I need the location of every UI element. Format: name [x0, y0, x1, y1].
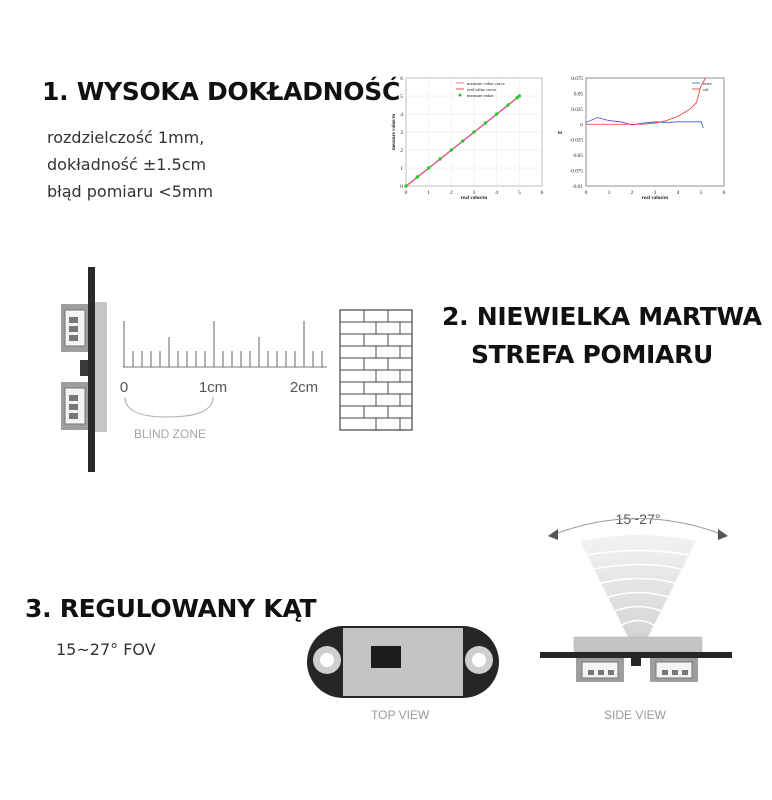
fov-cone — [580, 535, 696, 637]
side-view-label: SIDE VIEW — [604, 708, 667, 722]
measure-value-point — [495, 112, 498, 115]
x-tick-label: 0 — [404, 190, 408, 196]
side-view-board — [540, 652, 732, 658]
fov-text: 15~27° FOV — [56, 640, 156, 659]
side-connector-right — [650, 658, 698, 682]
top-view-diagram — [303, 622, 503, 702]
blind-zone-arc — [125, 397, 213, 417]
legend-measure-points: measure value — [467, 93, 494, 98]
legend-measure-points-swatch — [459, 94, 462, 97]
accuracy-chart-xlabel: real value/m — [460, 196, 488, 201]
y-tick-label: 5 — [400, 94, 403, 100]
ruler — [123, 321, 327, 367]
x-tick-label: 0 — [584, 190, 588, 196]
y-tick-label: -0.05 — [572, 153, 583, 160]
y-tick-label: 0.05 — [573, 91, 583, 98]
measure-value-point — [427, 166, 430, 169]
section1-title: 1. WYSOKA DOKŁADNOŚĆ — [42, 77, 401, 106]
x-tick-label: 6 — [540, 190, 544, 196]
x-tick-label: 4 — [676, 190, 680, 196]
blind-zone-label: BLIND ZONE — [133, 427, 207, 441]
sensor-chip — [80, 360, 88, 376]
spec-accuracy: dokładność ±1.5cm — [47, 155, 207, 174]
measure-value-point — [450, 148, 453, 151]
ruler-label-2cm: 2cm — [289, 379, 319, 396]
connector-top — [61, 304, 88, 352]
accuracy-chart-ylabel: measure value/m — [392, 113, 397, 151]
top-view-sensor-window — [371, 646, 401, 668]
measure-value-point — [404, 184, 407, 187]
legend-error: error — [703, 81, 712, 86]
section2-title-line2: STREFA POMIARU — [470, 340, 714, 369]
fov-angle-label: 15~27° — [615, 511, 661, 527]
fov-arrow-right-icon — [718, 529, 728, 540]
error-chart-ylabel: m — [557, 131, 563, 136]
ruler-label-0: 0 — [119, 379, 129, 396]
ruler-label-1cm: 1cm — [198, 379, 228, 396]
measure-value-point — [416, 175, 419, 178]
accuracy-chart — [370, 72, 550, 206]
side-connector-left — [576, 658, 624, 682]
connector-bottom — [61, 382, 88, 430]
y-tick-label: 1 — [400, 166, 403, 172]
fov-arrow-left-icon — [548, 529, 558, 540]
y-tick-label: -0.075 — [569, 168, 583, 175]
legend-std: std — [703, 87, 709, 92]
x-tick-label: 3 — [653, 190, 657, 196]
section2-title-line1: 2. NIEWIELKA MARTWA — [442, 302, 762, 331]
y-tick-label: 6 — [400, 76, 403, 82]
top-view-label: TOP VIEW — [371, 708, 430, 722]
error-chart — [552, 72, 732, 206]
x-tick-label: 2 — [630, 190, 634, 196]
y-tick-label: -0.01 — [572, 184, 583, 190]
y-tick-label: 0.075 — [571, 76, 583, 82]
x-tick-label: 1 — [427, 190, 431, 196]
spec-resolution: rozdzielczość 1mm, — [47, 128, 205, 147]
measure-value-point — [461, 139, 464, 142]
x-tick-label: 1 — [607, 190, 611, 196]
y-tick-label: 0.025 — [571, 106, 583, 113]
measure-value-point — [506, 103, 509, 106]
side-view-sensor — [574, 637, 702, 652]
y-tick-label: 2 — [400, 148, 403, 154]
measure-value-point — [438, 157, 441, 160]
blind-zone-diagram — [55, 262, 425, 477]
x-tick-label: 6 — [722, 190, 726, 196]
spec-error: błąd pomiaru <5mm — [47, 182, 214, 201]
measure-value-point — [472, 130, 475, 133]
section1-text — [47, 124, 213, 205]
legend-real-curve: real value curve — [467, 87, 497, 92]
measure-value-point — [484, 121, 487, 124]
y-tick-label: 3 — [400, 130, 403, 136]
measure-value-point — [518, 94, 521, 97]
y-tick-label: 0 — [580, 122, 583, 129]
error-chart-xlabel: real value/m — [641, 196, 669, 201]
x-tick-label: 2 — [449, 190, 453, 196]
y-tick-label: 4 — [400, 112, 403, 118]
sensor-body — [95, 302, 107, 432]
top-view-sensor-cover — [343, 628, 463, 696]
sensor-board — [88, 267, 95, 472]
section3-title: 3. REGULOWANY KĄT — [25, 594, 317, 623]
side-view-chip — [631, 658, 641, 666]
x-tick-label: 5 — [517, 190, 521, 196]
error-chart-frame — [586, 78, 724, 186]
x-tick-label: 4 — [495, 190, 499, 196]
side-view-diagram — [538, 505, 738, 695]
x-tick-label: 5 — [699, 190, 703, 196]
brick-wall-icon — [340, 310, 412, 430]
x-tick-label: 3 — [472, 190, 476, 196]
y-tick-label: -0.025 — [569, 137, 583, 144]
y-tick-label: 0 — [400, 184, 403, 190]
section2-title — [442, 298, 762, 374]
legend-measure-curve: measure value curve — [467, 81, 505, 86]
